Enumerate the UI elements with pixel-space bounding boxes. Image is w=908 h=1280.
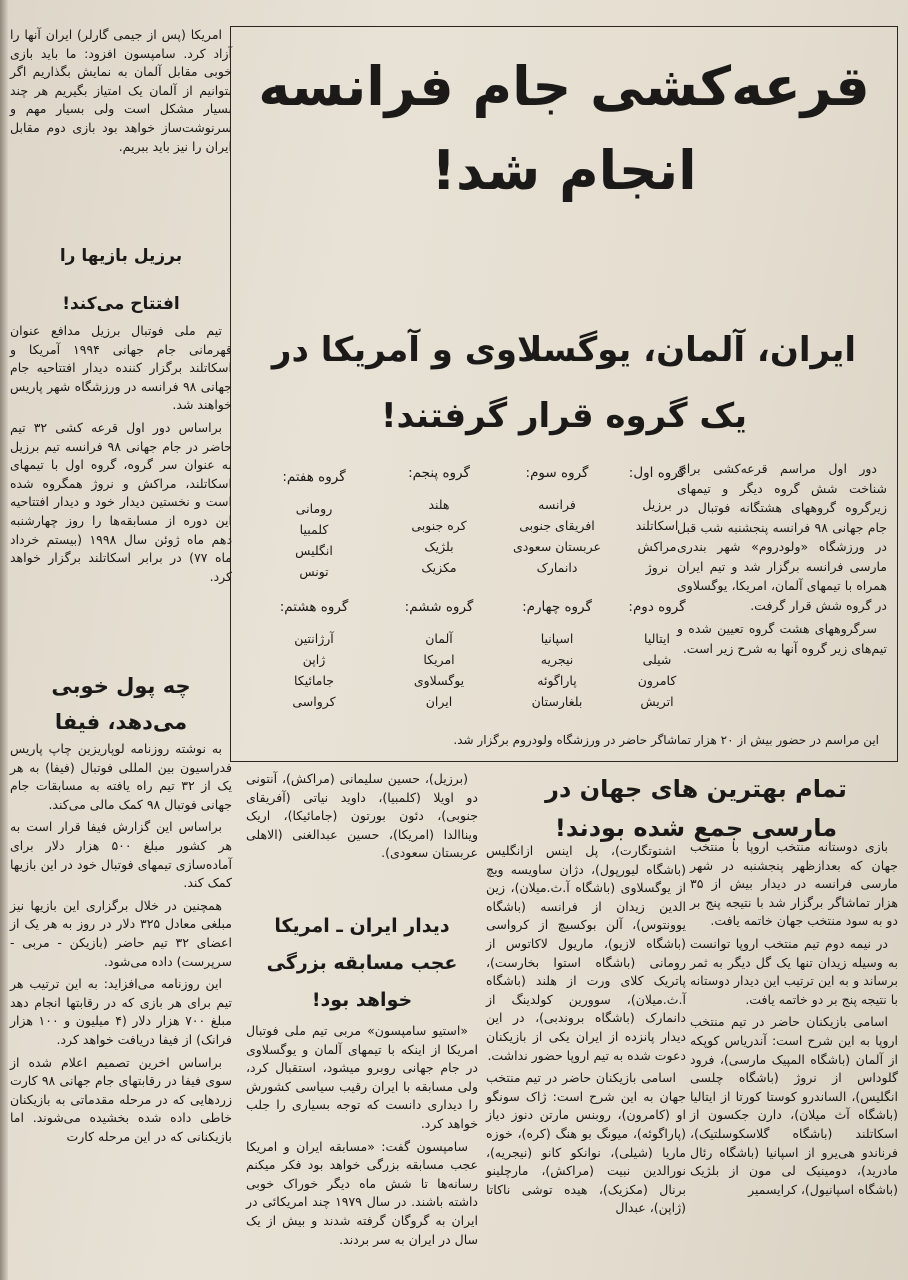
group-title: گروه هفتم: [282, 469, 346, 485]
draw-intro [677, 459, 887, 662]
team: بلغارستان [531, 694, 583, 709]
paragraph: براساس اخرین تصمیم اعلام شده از سوی فیفا در رقابتهای جام جهانی ۹۸ کارت زردهایی که در مرحله مقدماتی به بازیکنان خاطی داده شده بخشیده می‌شوند. اما بازیکنانی که در این مرحله کارت [10, 1054, 232, 1144]
team: مراکش [637, 539, 677, 554]
paragraph: اسامی بازیکنان حاضر در تیم منتخب جهان به این شرح است: ژاک سونگو او (کامرون)، روبنس مارتن دنوز دیاز (پاراگوئه)، میونگ بو هنگ (کره)، خوزه ماریا (شیلی)، نوانکو کانو (نیجریه)، نورالدین نبیت (مراکش)، مارچلینو برنال (مکزیک)، هیده توشی ناکاتا (ژاپن)، عبدال [486, 1070, 686, 1216]
team: کره جنوبی [411, 518, 467, 533]
team: پاراگوئه [537, 673, 577, 688]
group-7 [259, 467, 369, 582]
group-5 [391, 463, 487, 578]
team: فرانسه [538, 497, 576, 512]
main-headline-line-1: قرعه‌کشی جام فرانسه [258, 55, 870, 118]
team: تونس [299, 564, 329, 579]
team: افریقای جنوبی [519, 518, 595, 533]
team: مکزیک [421, 560, 457, 575]
team: یوگسلاوی [413, 673, 465, 688]
team: کلمبیا [299, 522, 329, 537]
paragraph: «استیو سامپسون» مربی تیم ملی فوتبال امریکا از اینکه با تیمهای آلمان و یوگسلاوی در جام جهانی روبرو میشود، استقبال کرد، ولی مسابقه با ایران رقیب سیاسی کشورش را دیداری دانست که توجه بسیاری را جلب خواهد کرد. [246, 1023, 478, 1131]
paragraph: دور اول مراسم قرعه‌کشی برای شناخت شش گروه دیگر و تیمهای زیرگروه گروههای هشتگانه فوتبال در جام جهانی ۹۸ فرانسه پنجشنبه شب قبل در ورزشگاه «ولودروم» شهر بندری مارسی فرانسه برگزار شد و تیم ایران همراه با تیمهای آلمان، امریکا، یوگسلاوی در گروه شش قرار گرفت. [677, 461, 888, 613]
team: ایتالیا [644, 631, 670, 646]
group-title: گروه هشتم: [279, 599, 349, 615]
left-top-paragraph: امریکا (پس از جیمی گارلر) ایران آنها را آزاد کرد. سامپسون افزود: ما باید بازی خوبی مقابل آلمان به نمایش بگذاریم اگر بتوانیم از آلمان یک امتیاز بگیریم هر چند بسیار مشکل است ولی بسیار مهم و سرنوشت‌ساز خواهد بود بازی دوم مقابل ایران را نیز باید ببریم. [10, 27, 232, 154]
team: نروژ [645, 560, 669, 575]
fifa-headline-line-2: می‌دهد، فیفا [54, 710, 188, 734]
iran-usa-article-body [246, 1022, 478, 1253]
world-cup-draw-box [230, 26, 898, 762]
paragraph: سامپسون گفت: «مسابقه ایران و امریکا عجب مسابقه بزرگی خواهد بود فکر میکنم رسانه‌ها تا شش ماه دیگر خوراک خوبی داشته باشند. در سال ۱۹۷۹ چند امریکائی در ایران به گروگان گرفته شدند و بیش از یک سال در ایران به سر بردند. [246, 1138, 478, 1247]
page-fold-shadow [0, 0, 8, 1280]
brazil-headline-line-2: افتتاح می‌کند! [62, 294, 180, 314]
group-title: گروه سوم: [525, 465, 589, 481]
team: دانمارک [536, 560, 578, 575]
paragraph: در نیمه دوم تیم منتخب اروپا توانست به وسیله زیدان تنها یک گل دیگر به ثمر برساند و به این ترتیب این دیدار دوستانه با نتیجه پنج بر دو خاتمه یافت. [690, 935, 898, 1007]
team: اسکاتلند [635, 518, 679, 533]
fifa-headline [10, 668, 232, 740]
team: عربستان سعودی [512, 539, 602, 554]
paragraph: (برزیل)، حسین سلیمانی (مراکش)، آنتونی دو اویلا (کلمبیا)، داوید نیاتی (آفریقای جنوبی)، دئون بورتون (جامائیکا)، اریک ویناالدا (امریکا)، حسین عبدالغنی (الاهلی عربستان سعودی). [246, 771, 478, 861]
group-title: گروه پنجم: [408, 465, 470, 481]
team: بلژیک [424, 539, 454, 554]
main-headline-line-2: انجام شد! [431, 139, 697, 202]
team: انگلیس [295, 543, 333, 558]
paragraph: بازی دوستانه منتخب اروپا با منتخب جهان که بعدازظهر پنجشنبه در شهر مارسی فرانسه در دیدار بیش از ۳۵ هزار تماشاگر برگزار شد با نتیجه پنج بر دو به سود منتخب جهان خاتمه یافت. [690, 839, 898, 929]
team: شیلی [642, 652, 672, 667]
paragraph: سرگروههای هشت گروه تعیین شده و تیم‌های زیر گروه آنها به شرح زیر است. [677, 621, 887, 656]
fifa-headline-line-1: چه پول خوبی [51, 674, 191, 698]
paragraph: اشتوتگارت)، پل اینس ازانگلیس (باشگاه لیورپول)، دژان ساویسه ویچ از یوگسلاوی (باشگاه آ.ث.میلان)، زین الدین زیدان از فرانسه (باشگاه یوونتوس)، آلن بوکسیچ از کرواسی (باشگاه لازیو)، ماریول لاکاتوس از رومانی (باشگاه استوا بخارست)، پاتریک کلای ورت از هلند (باشگاه آ.ث.میلان)، سوورین کولدینگ از دانمارک (باشگاه بروندبی)، در این دیدار پانزده از ایران یکی از بازیکنان دعوت شده به تیم اروپا حضور نداشت. [486, 843, 686, 1063]
team: هلند [428, 497, 450, 512]
team: آرژانتین [294, 631, 334, 646]
team: امریکا [423, 652, 455, 667]
all-stars-headline-line-1: تمام بهترین های جهان در [545, 775, 847, 803]
all-stars-headline-line-2: مارسی جمع شده بودند! [554, 814, 838, 842]
team: ایران [425, 694, 453, 709]
team: برزیل [642, 497, 672, 512]
group-title: گروه اول: [628, 465, 686, 481]
all-stars-article-right-column [690, 838, 898, 1203]
team: اسپانیا [540, 631, 574, 646]
team: نیجریه [540, 652, 574, 667]
all-stars-article-middle-column [486, 842, 686, 1222]
paragraph: همچنین در خلال برگزاری این بازیها نیز مبلغی معادل ۳۲۵ دلار در روز به هر یک از اعضای ۳۲ تیم حاضر (بازیکن - مربی - سرپرست) داده می‌شود. [10, 897, 233, 969]
group-8 [259, 597, 369, 712]
brazil-headline-line-1: برزیل بازیها را [59, 246, 183, 266]
brazil-headline [10, 232, 232, 328]
group-4 [501, 597, 613, 712]
team: کامرون [637, 673, 677, 688]
team: اتریش [640, 694, 674, 709]
team: ژاپن [302, 652, 326, 667]
team: رومانی [295, 501, 333, 516]
paragraph: براساس این گزارش فیفا قرار است به هر کشور مبلغ ۵۰۰ هزار دلار برای آماده‌سازی تیمهای فوتبال خود در این بازیها کمک کند. [10, 819, 232, 891]
ceremony-attendance-note: این مراسم در حضور بیش از ۲۰ هزار تماشاگر حاضر در ورزشگاه ولودروم برگزار شد. [453, 733, 879, 747]
paragraph: این روزنامه می‌افزاید: به این ترتیب هر تیم برای هر بازی که در رقابتها انجام دهد مبلغ ۷۰۰ هزار دلار (۴ میلیون و ۱۰۰ هزار فرانک) از فیفا دریافت خواهد کرد. [10, 976, 232, 1047]
group-title: گروه چهارم: [522, 599, 592, 615]
paragraph: به نوشته روزنامه لوپاریزین چاپ پاریس فدراسیون بین المللی فوتبال (فیفا) به هر یک از ۳۲ تیم راه یافته به مسابقات جام جهانی فوتبال ۹۸ کمک مالی می‌کند. [10, 741, 232, 812]
sub-headline-line-2: یک گروه قرار گرفتند! [381, 396, 747, 436]
fifa-article-body [10, 740, 232, 1150]
team: آلمان [425, 631, 453, 646]
sub-headline [231, 317, 897, 449]
group-1 [609, 463, 705, 578]
team: جامائیکا [293, 673, 334, 688]
all-stars-headline [496, 770, 896, 848]
group-2 [609, 597, 705, 712]
group-title: گروه ششم: [404, 599, 474, 615]
sub-headline-line-1: ایران، آلمان، یوگسلاوی و آمریکا در [271, 330, 857, 370]
paragraph: اسامی بازیکنان حاضر در تیم منتخب اروپا به این شرح است: آندریاس کوپکه از آلمان (باشگاه المپیک مارسی)، فرود گلوداس از نروژ (باشگاه چلسی انگلیس)، الساندرو کوستا کورتا از ایتالیا (باشگاه آث میلان)، دارن جکسون از اسکاتلند (باشگاه گلاسکوسلتیک)، فرناندو هی‌یرو از اسپانیا (باشگاه رئال مادرید)، دومینیک لی مون از بلژیک (باشگاه اسپانیول)، کرایسمیر [690, 1014, 898, 1197]
main-headline [231, 45, 897, 213]
group-title: گروه دوم: [628, 599, 686, 615]
all-stars-article-continued [246, 770, 478, 867]
iran-usa-headline-line-3: خواهد بود! [311, 989, 413, 1011]
iran-usa-headline-line-2: عجب مسابقه بزرگی [266, 952, 458, 974]
brazil-article-body [10, 322, 232, 590]
iran-usa-headline [246, 908, 478, 1019]
group-3 [501, 463, 613, 578]
iran-usa-headline-line-1: دیدار ایران ـ امریکا [274, 915, 450, 937]
group-6 [391, 597, 487, 712]
usa-coach-continued-article [10, 26, 232, 160]
team: کرواسی [292, 694, 336, 709]
paragraph: براساس دور اول قرعه کشی ۳۲ تیم حاضر در جام جهانی ۹۸ فرانسه تیم برزیل به عنوان سر گروه، گروه اول با تیمهای اسکاتلند، مراکش و نروژ همگروه شده است و نخستین دیدار خود و دیدار افتتاحیه این دوره از مسابقه‌ها را روز چهارشنبه دهم ماه ژوئن سال ۱۹۹۸ (بیستم خرداد ماه ۷۷) در برابر اسکاتلند برگزار خواهد کرد. [10, 419, 233, 584]
paragraph: تیم ملی فوتبال برزیل مدافع عنوان قهرمانی جام جهانی ۱۹۹۴ آمریکا و اسکاتلند برگزار کننده دیدار افتتاحیه جام جهانی ۹۸ فرانسه در ورزشگاه شهر پاریس خواهند شد. [10, 323, 232, 413]
